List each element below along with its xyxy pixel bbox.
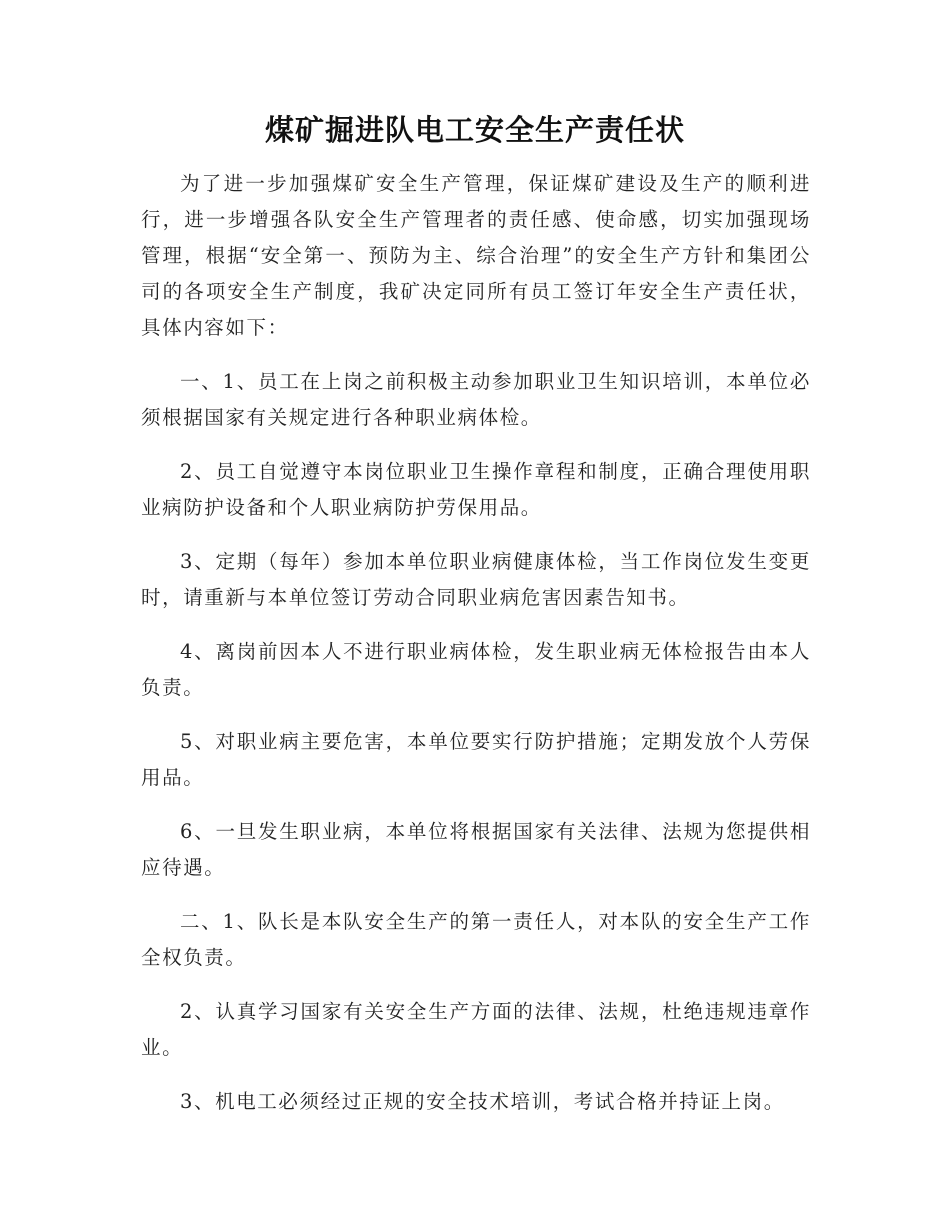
section-1-item-2: 2、员工自觉遵守本岗位职业卫生操作章程和制度，正确合理使用职业病防护设备和个人职业病防护劳保用品。 bbox=[141, 460, 811, 519]
intro-paragraph: 为了进一步加强煤矿安全生产管理，保证煤矿建设及生产的顺利进行，进一步增强各队安全生产管理者的责任感、使命感，切实加强现场管理，根据“安全第一、预防为主、综合治理”的安全生产方针和集团公司的各项安全生产制度，我矿决定同所有员工签订年安全生产责任状，具体内容如下： bbox=[141, 172, 811, 339]
section-2-item-2: 2、认真学习国家有关安全生产方面的法律、法规，杜绝违规违章作业。 bbox=[141, 1000, 811, 1059]
section-1-item-3: 3、定期（每年）参加本单位职业病健康体检，当工作岗位发生变更时，请重新与本单位签订劳动合同职业病危害因素告知书。 bbox=[141, 550, 811, 609]
section-1-item-1: 一、1、员工在上岗之前积极主动参加职业卫生知识培训，本单位必须根据国家有关规定进行各种职业病体检。 bbox=[141, 370, 811, 429]
section-1-item-5: 5、对职业病主要危害，本单位要实行防护措施；定期发放个人劳保用品。 bbox=[141, 730, 811, 789]
document-body bbox=[141, 166, 811, 1120]
section-1-item-6: 6、一旦发生职业病，本单位将根据国家有关法律、法规为您提供相应待遇。 bbox=[141, 820, 811, 879]
section-2-item-1: 二、1、队长是本队安全生产的第一责任人，对本队的安全生产工作全权负责。 bbox=[141, 910, 811, 969]
section-2-item-3: 3、机电工必须经过正规的安全技术培训，考试合格并持证上岗。 bbox=[180, 1090, 785, 1113]
document-title: 煤矿掘进队电工安全生产责任状 bbox=[264, 113, 685, 147]
section-1-item-4: 4、离岗前因本人不进行职业病体检，发生职业病无体检报告由本人负责。 bbox=[141, 640, 811, 699]
